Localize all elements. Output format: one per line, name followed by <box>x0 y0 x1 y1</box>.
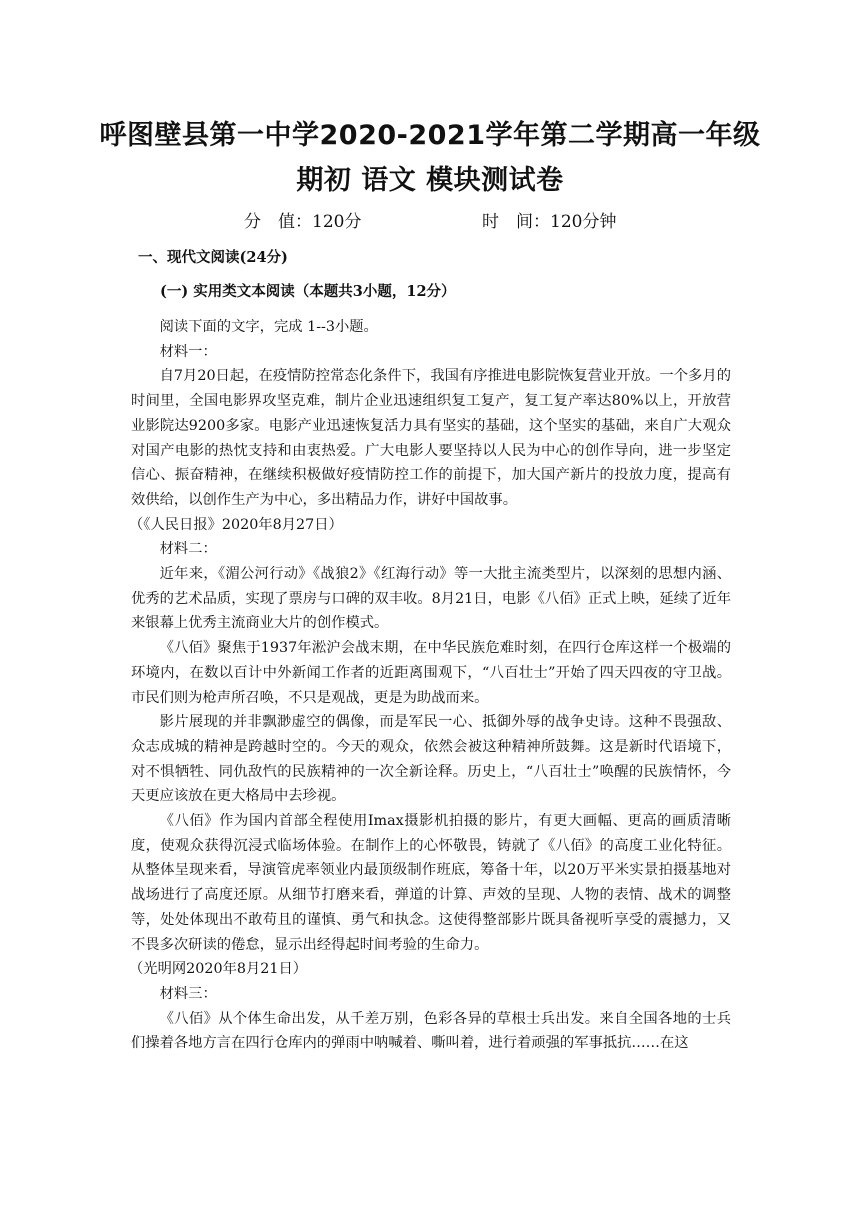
material2-paragraph-2: 《八佰》聚焦于1937年淞沪会战末期，在中华民族危难时刻，在四行仓库这样一个极端的环境内，在数以百计中外新闻工作者的近距离围观下，“八百壮士”开始了四天四夜的守卫战。市民们则为枪声所召唤，不只是观战，更是为助战而来。 <box>131 640 731 706</box>
material2-paragraph-4: 《八佰》作为国内首部全程使用Imax摄影机拍摄的影片，有更大画幅、更高的画质清晰度，使观众获得沉浸式临场体验。在制作上的心怀敬畏，铸就了《八佰》的高度工业化特征。从整体呈现来看，导演管虎率领业内最顶级制作班底，筹备十年，以20万平米实景拍摄基地对战场进行了高度还原。从细节打磨来看，弹道的计算、声效的呈现、人物的表情、战术的调整等，处处体现出不敢苟且的谨慎、勇气和执念。这使得整部影片既具备视听享受的震撼力，又不畏多次研读的倦怠，显示出经得起时间考验的生命力。 <box>131 813 731 953</box>
material2-label: 材料二： <box>159 541 217 558</box>
score-info: 分 值：120分 <box>244 212 362 232</box>
reading-text <box>131 315 731 1056</box>
material2-paragraph-1: 近年来，《湄公河行动》《战狼2》《红海行动》等一大批主流类型片，以深刻的思想内涵、优秀的艺术品质，实现了票房与口碑的双丰收。8月21日，电影《八佰》正式上映，延续了近年来银幕上优秀主流商业大片的创作模式。 <box>131 566 731 632</box>
material2-source: （光明网2020年8月21日） <box>129 961 308 978</box>
exam-title-line1: 呼图壁县第一中学2020-2021学年第二学期高一年级 <box>99 120 761 151</box>
section-heading: 一、现代文阅读(24分) <box>138 249 288 266</box>
material1-label: 材料一： <box>159 343 217 360</box>
material3-paragraph: 《八佰》从个体生命出发，从千差万别，色彩各异的草根士兵出发。来自全国各地的士兵们操着各地方言在四行仓库内的弹雨中呐喊着、嘶叫着，进行着顽强的军事抵抗……在这 <box>131 1010 731 1052</box>
subsection-heading: (一) 实用类文本阅读（本题共3小题，12分） <box>160 283 456 300</box>
material1-source: （《人民日报》2020年8月27日） <box>129 516 343 533</box>
time-info: 时 间：120分钟 <box>482 212 617 232</box>
material1-paragraph: 自7月20日起，在疫情防控常态化条件下，我国有序推进电影院恢复营业开放。一个多月的时间里，全国电影界攻坚克难，制片企业迅速组织复工复产，复工复产率达80%以上，开放营业影院达9200多家。电影产业迅速恢复活力具有坚实的基础，这个坚实的基础，来自广大观众对国产电影的热忱支持和由衷热爱。广大电影人要坚持以人民为中心的创作导向，进一步坚定信心、振奋精神，在继续积极做好疫情防控工作的前提下，加大国产新片的投放力度，提高有效供给，以创作生产为中心，多出精品力作，讲好中国故事。 <box>131 368 731 508</box>
instruction: 阅读下面的文字，完成 1--3小题。 <box>159 319 378 335</box>
material2-paragraph-3: 影片展现的并非飘渺虚空的偶像，而是军民一心、抵御外辱的战争史诗。这种不畏强敌、众志成城的精神是跨越时空的。今天的观众，依然会被这种精神所鼓舞。这是新时代语境下，对不惧牺牲、同仇敌忾的民族精神的一次全新诠释。历史上，“八百壮士”唤醒的民族情怀，今天更应该放在更大格局中去珍视。 <box>131 714 731 805</box>
material3-label: 材料三： <box>159 985 217 1002</box>
exam-title-line2: 期初 语文 模块测试卷 <box>296 165 564 196</box>
